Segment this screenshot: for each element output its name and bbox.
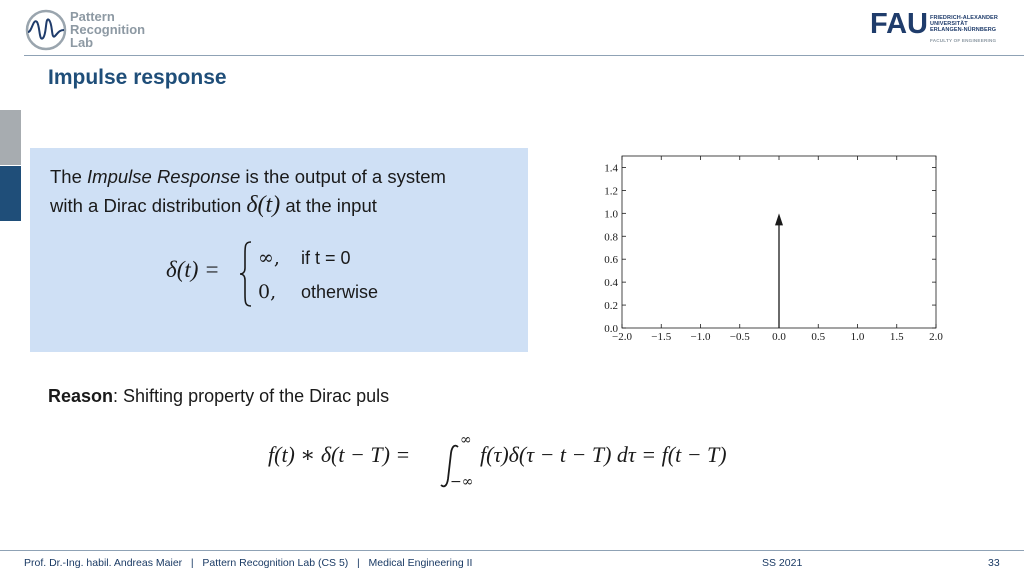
reason-text: : Shifting property of the Dirac puls — [113, 386, 390, 406]
dirac-symbol: δ(t) — [246, 192, 281, 218]
fau-name-line: FRIEDRICH-ALEXANDER — [930, 15, 998, 21]
x-tick-label: 0.0 — [772, 331, 786, 343]
header-divider — [24, 55, 1024, 56]
y-tick-label: 0.6 — [604, 254, 618, 267]
footer-semester: SS 2021 — [762, 557, 803, 569]
page-title: Impulse response — [48, 66, 227, 89]
left-brace-icon — [238, 240, 254, 308]
fau-name-line: ERLANGEN-NÜRNBERG — [930, 27, 997, 33]
y-tick-label: 1.0 — [604, 208, 618, 221]
integral-lower-limit: −∞ — [450, 474, 474, 490]
fau-wordmark: FAU — [870, 10, 928, 36]
sidebar-marker-grey — [0, 110, 21, 165]
definition-text: is the output of a system — [240, 166, 446, 187]
impulse-chart — [590, 148, 950, 344]
x-tick-label: −1.0 — [690, 331, 711, 343]
fau-name-line: UNIVERSITÄT — [930, 21, 968, 27]
y-tick-label: 1.2 — [604, 185, 618, 198]
definition-line-1 — [50, 166, 446, 188]
x-tick-label: −2.0 — [612, 331, 632, 343]
fau-logo-icon — [870, 10, 932, 36]
cases-lhs: δ(t) = — [166, 257, 220, 282]
fau-faculty: FACULTY OF ENGINEERING — [930, 38, 997, 43]
y-tick-label: 0.4 — [604, 277, 618, 290]
x-tick-label: 1.5 — [889, 331, 904, 343]
lab-name-line: Recognition — [70, 22, 146, 37]
y-tick-label: 0.2 — [604, 300, 618, 313]
lab-name-line: Lab — [70, 35, 94, 50]
footer-divider — [0, 550, 1024, 551]
fau-university-name — [930, 15, 998, 33]
x-tick-label: 0.5 — [811, 331, 826, 343]
x-tick-label: 1.0 — [850, 331, 865, 343]
pattern-recognition-lab-logo-icon — [24, 8, 68, 52]
footer-author-course: Prof. Dr.-Ing. habil. Andreas Maier | Pattern Recognition Lab (CS 5) | Medical Engineering II — [24, 557, 473, 569]
reason-label: Reason — [48, 386, 114, 406]
page-number: 33 — [988, 557, 1000, 569]
lab-name-line: Pattern — [70, 9, 115, 24]
definition-text: with a Dirac distribution — [50, 195, 247, 216]
definition-text: The — [50, 166, 88, 187]
reason-statement — [48, 386, 389, 407]
impulse-arrowhead — [775, 213, 783, 225]
y-tick-label: 0.0 — [604, 323, 618, 335]
sidebar-marker-blue — [0, 166, 21, 221]
shifting-equation-lhs: f(t) ∗ δ(t − T) = — [268, 442, 411, 467]
case-2-condition: otherwise — [301, 282, 379, 302]
definition-text: at the input — [280, 195, 377, 216]
case-1-value: ∞, — [258, 247, 280, 269]
x-tick-label: 2.0 — [929, 331, 943, 343]
x-tick-label: −0.5 — [729, 331, 750, 343]
y-tick-label: 0.8 — [604, 231, 618, 244]
lab-name — [70, 10, 145, 49]
x-tick-label: −1.5 — [651, 331, 672, 343]
case-1-condition: if t = 0 — [301, 248, 351, 268]
definition-term: Impulse Response — [87, 166, 241, 187]
definition-line-2 — [50, 192, 377, 219]
integral-upper-limit: ∞ — [460, 432, 472, 448]
y-tick-label: 1.4 — [604, 162, 618, 175]
shifting-equation-rhs: f(τ)δ(τ − t − T) dτ = f(t − T) — [480, 442, 727, 467]
case-2-value: 0, — [258, 281, 277, 303]
